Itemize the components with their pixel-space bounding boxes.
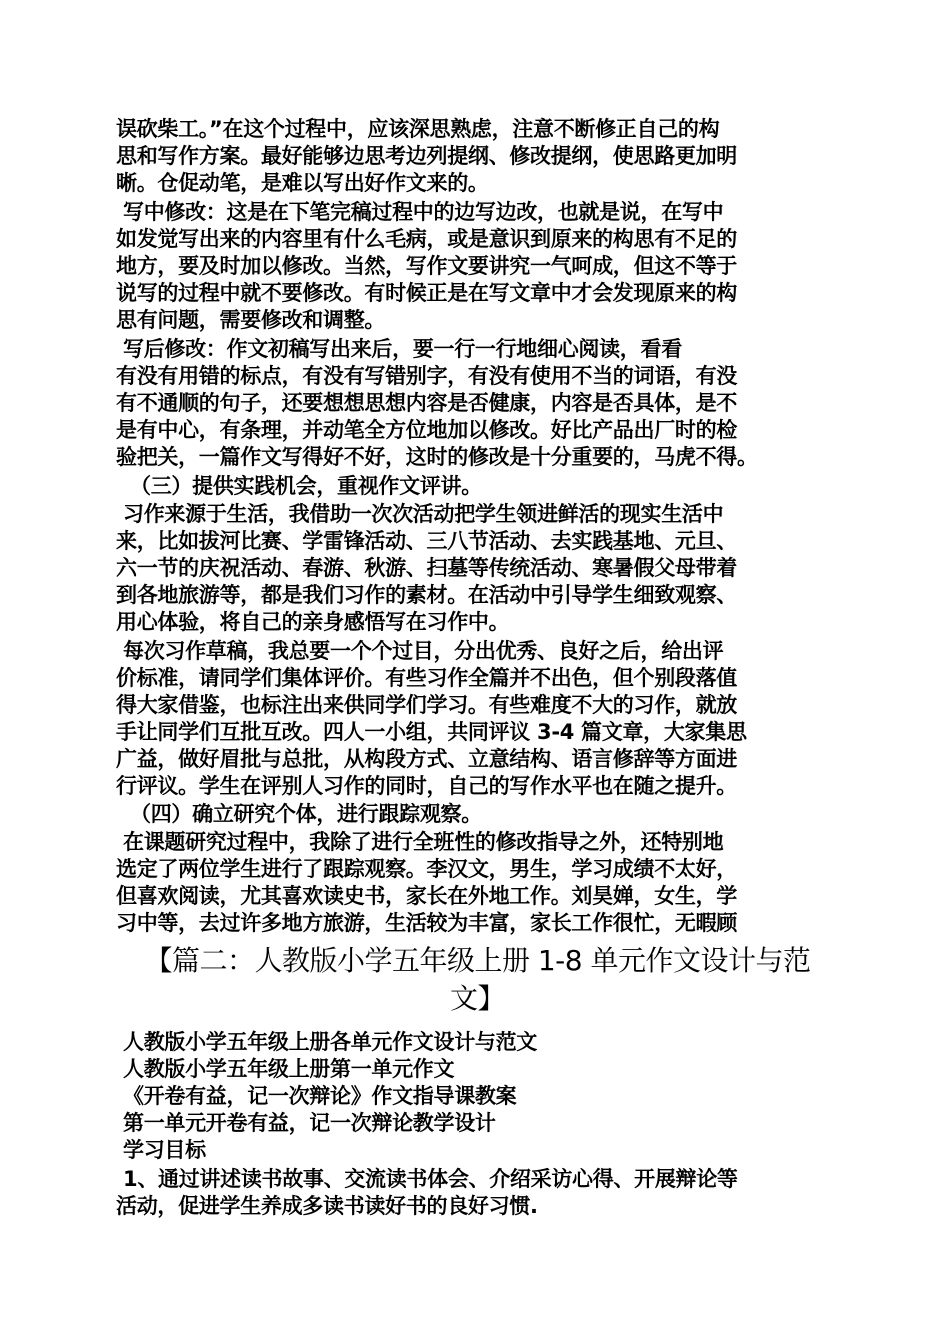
paragraph-revise-after-writing: 写后修改：作文初稿写出来后，要一行一行地细心阅读，看看 有没有用错的标点，有没有写错别字，有没有使用不当的词语，有没 有不通顺的句子，还要想想思想内容是否健康，内容是否具体，是不 是有中心，有条理，并动笔全方位地加以修改。好比产品出厂时的检 验把关，一篇作文写得好不好，这时的修改是十分重要的，马虎不得。: [116, 337, 758, 469]
learning-goal-item: 1、通过讲述读书故事、交流读书体会、介绍采访心得、开展辩论等 活动，促进学生养成多读书读好书的良好习惯.: [116, 1167, 738, 1218]
paragraph-case-study: 在课题研究过程中，我除了进行全班性的修改指导之外，还特别地 选定了两位学生进行了跟踪观察。李汉文，男生，学习成绩不太好， 但喜欢阅读，尤其喜欢读史书，家长在外地工作。刘昊婵，女生，学 习中等，去过许多地方旅游，生活较为丰富，家长工作很忙，无暇顾: [116, 830, 737, 935]
paragraph-preparation-end: 误砍柴工。”在这个过程中，应该深思熟虑，注意不断修正自己的构 思和写作方案。最好能够边思考边列提纲、修改提纲，使思路更加明 晰。仓促动笔，是难以写出好作文来的。: [116, 117, 737, 195]
subtitle-line: 《开卷有益，记一次辩论》作文指导课教案: [116, 1084, 517, 1108]
learning-goals-heading: 学习目标: [116, 1138, 206, 1162]
paragraph-peer-review: 每次习作草稿，我总要一个个过目，分出优秀、良好之后，给出评 价标准，请同学们集体评价。有些习作全篇并不出色，但个别段落值 得大家借鉴，也标注出来供同学们学习。有些难度不大的习作，就放 手让同学们互批互改。四人一小组，共同评议 3-4 篇文章，大家集思 广益，做好眉批与总批，从构段方式、立意结构、语言修辞等方面进 行评议。学生在评别人习作的同时，自己的写作水平也在随之提升。: [116, 639, 747, 798]
paragraph-life-source: 习作来源于生活，我借助一次次活动把学生领进鲜活的现实生活中 来，比如拔河比赛、学雷锋活动、三八节活动、去实践基地、元旦、 六一节的庆祝活动、春游、秋游、扫墓等传统活动、寒暑假父母带着 到各地旅游等，都是我们习作的素材。在活动中引导学生细致观察、 用心体验，将自己的亲身感悟写在习作中。: [116, 502, 737, 634]
paragraph-revise-while-writing: 写中修改：这是在下笔完稿过程中的边写边改，也就是说，在写中 如发觉写出来的内容里有什么毛病，或是意识到原来的构思有不足的 地方，要及时加以修改。当然，写作文要讲究一气呵成，但这不等于 说写的过程中就不要修改。有时候正是在写文章中才会发现原来的构 思有问题，需要修改和调整。: [116, 200, 737, 332]
heading-section-four: （四）确立研究个体，进行跟踪观察。: [116, 802, 482, 826]
subtitle-line: 人教版小学五年级上册各单元作文设计与范文: [116, 1030, 538, 1054]
section-title: 【篇二：人教版小学五年级上册 1-8 单元作文设计与范 文】: [144, 944, 811, 1015]
heading-section-three: （三）提供实践机会，重视作文评讲。: [116, 474, 482, 498]
subtitle-line: 人教版小学五年级上册第一单元作文: [116, 1057, 455, 1081]
subtitle-line: 第一单元开卷有益，记一次辩论教学设计: [116, 1111, 496, 1135]
